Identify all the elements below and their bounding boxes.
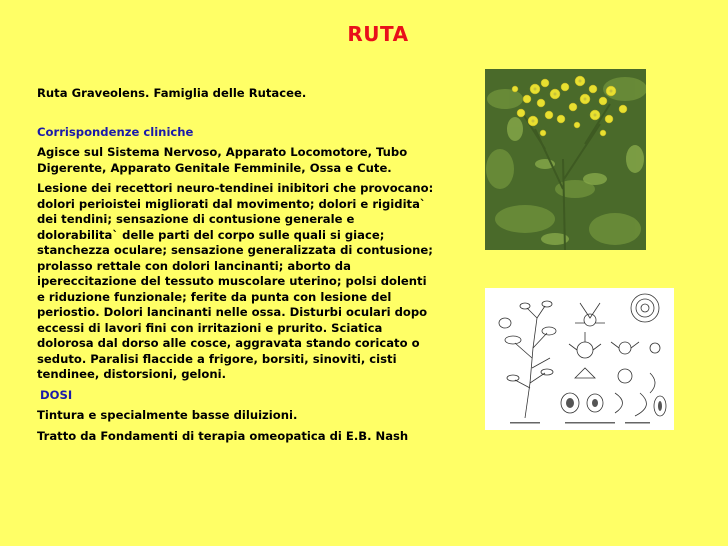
intro-text: Ruta Graveolens. Famiglia delle Rutacee. bbox=[37, 86, 307, 100]
section-heading-dosage: DOSI bbox=[40, 387, 73, 402]
text-column bbox=[37, 86, 437, 444]
clinical-paragraph-1: Agisce sul Sistema Nervoso, Apparato Locomotore, Tubo Digerente, Apparato Genitale Femminile, Ossa e Cute. bbox=[37, 145, 408, 175]
section-heading-clinical: Corrispondenze cliniche bbox=[37, 124, 194, 139]
source-paragraph: Tratto da Fondamenti di terapia omeopatica di E.B. Nash bbox=[37, 428, 409, 443]
dosage-paragraph: Tintura e specialmente basse diluizioni. bbox=[37, 408, 298, 422]
plant-photo bbox=[485, 69, 646, 250]
botanical-drawing bbox=[485, 288, 674, 430]
page-title: RUTA bbox=[347, 22, 409, 46]
clinical-paragraph-2: Lesione dei recettori neuro-tendinei inibitori che provocano: dolori perioistei migliorati dal movimento; dolori e rigidita` dei tendini; sensazione di contusione generale e dolorabilita` delle parti del corpo sulle quali si giace; stanchezza oculare; sensazione generalizzata di contusione; prolasso rettale con dolori lancinanti; aborto da ipereccitazione del tessuto muscolare uterino; polsi dolenti e riduzione funzionale; ferite da punta con lesione del periostio. Dolori lancinanti nelle ossa. Disturbi oculari dopo eccessi di lavori fini con irritazioni e prurito. Sciatica dolorosa dal dorso alle cosce, aggravata stando coricato o seduto. Paralisi flaccide a frigore, borsiti, sinoviti, cisti tendinee, distorsioni, geloni. bbox=[37, 181, 434, 381]
plant-photo-graphic bbox=[485, 69, 646, 250]
botanical-drawing-graphic bbox=[485, 288, 674, 430]
